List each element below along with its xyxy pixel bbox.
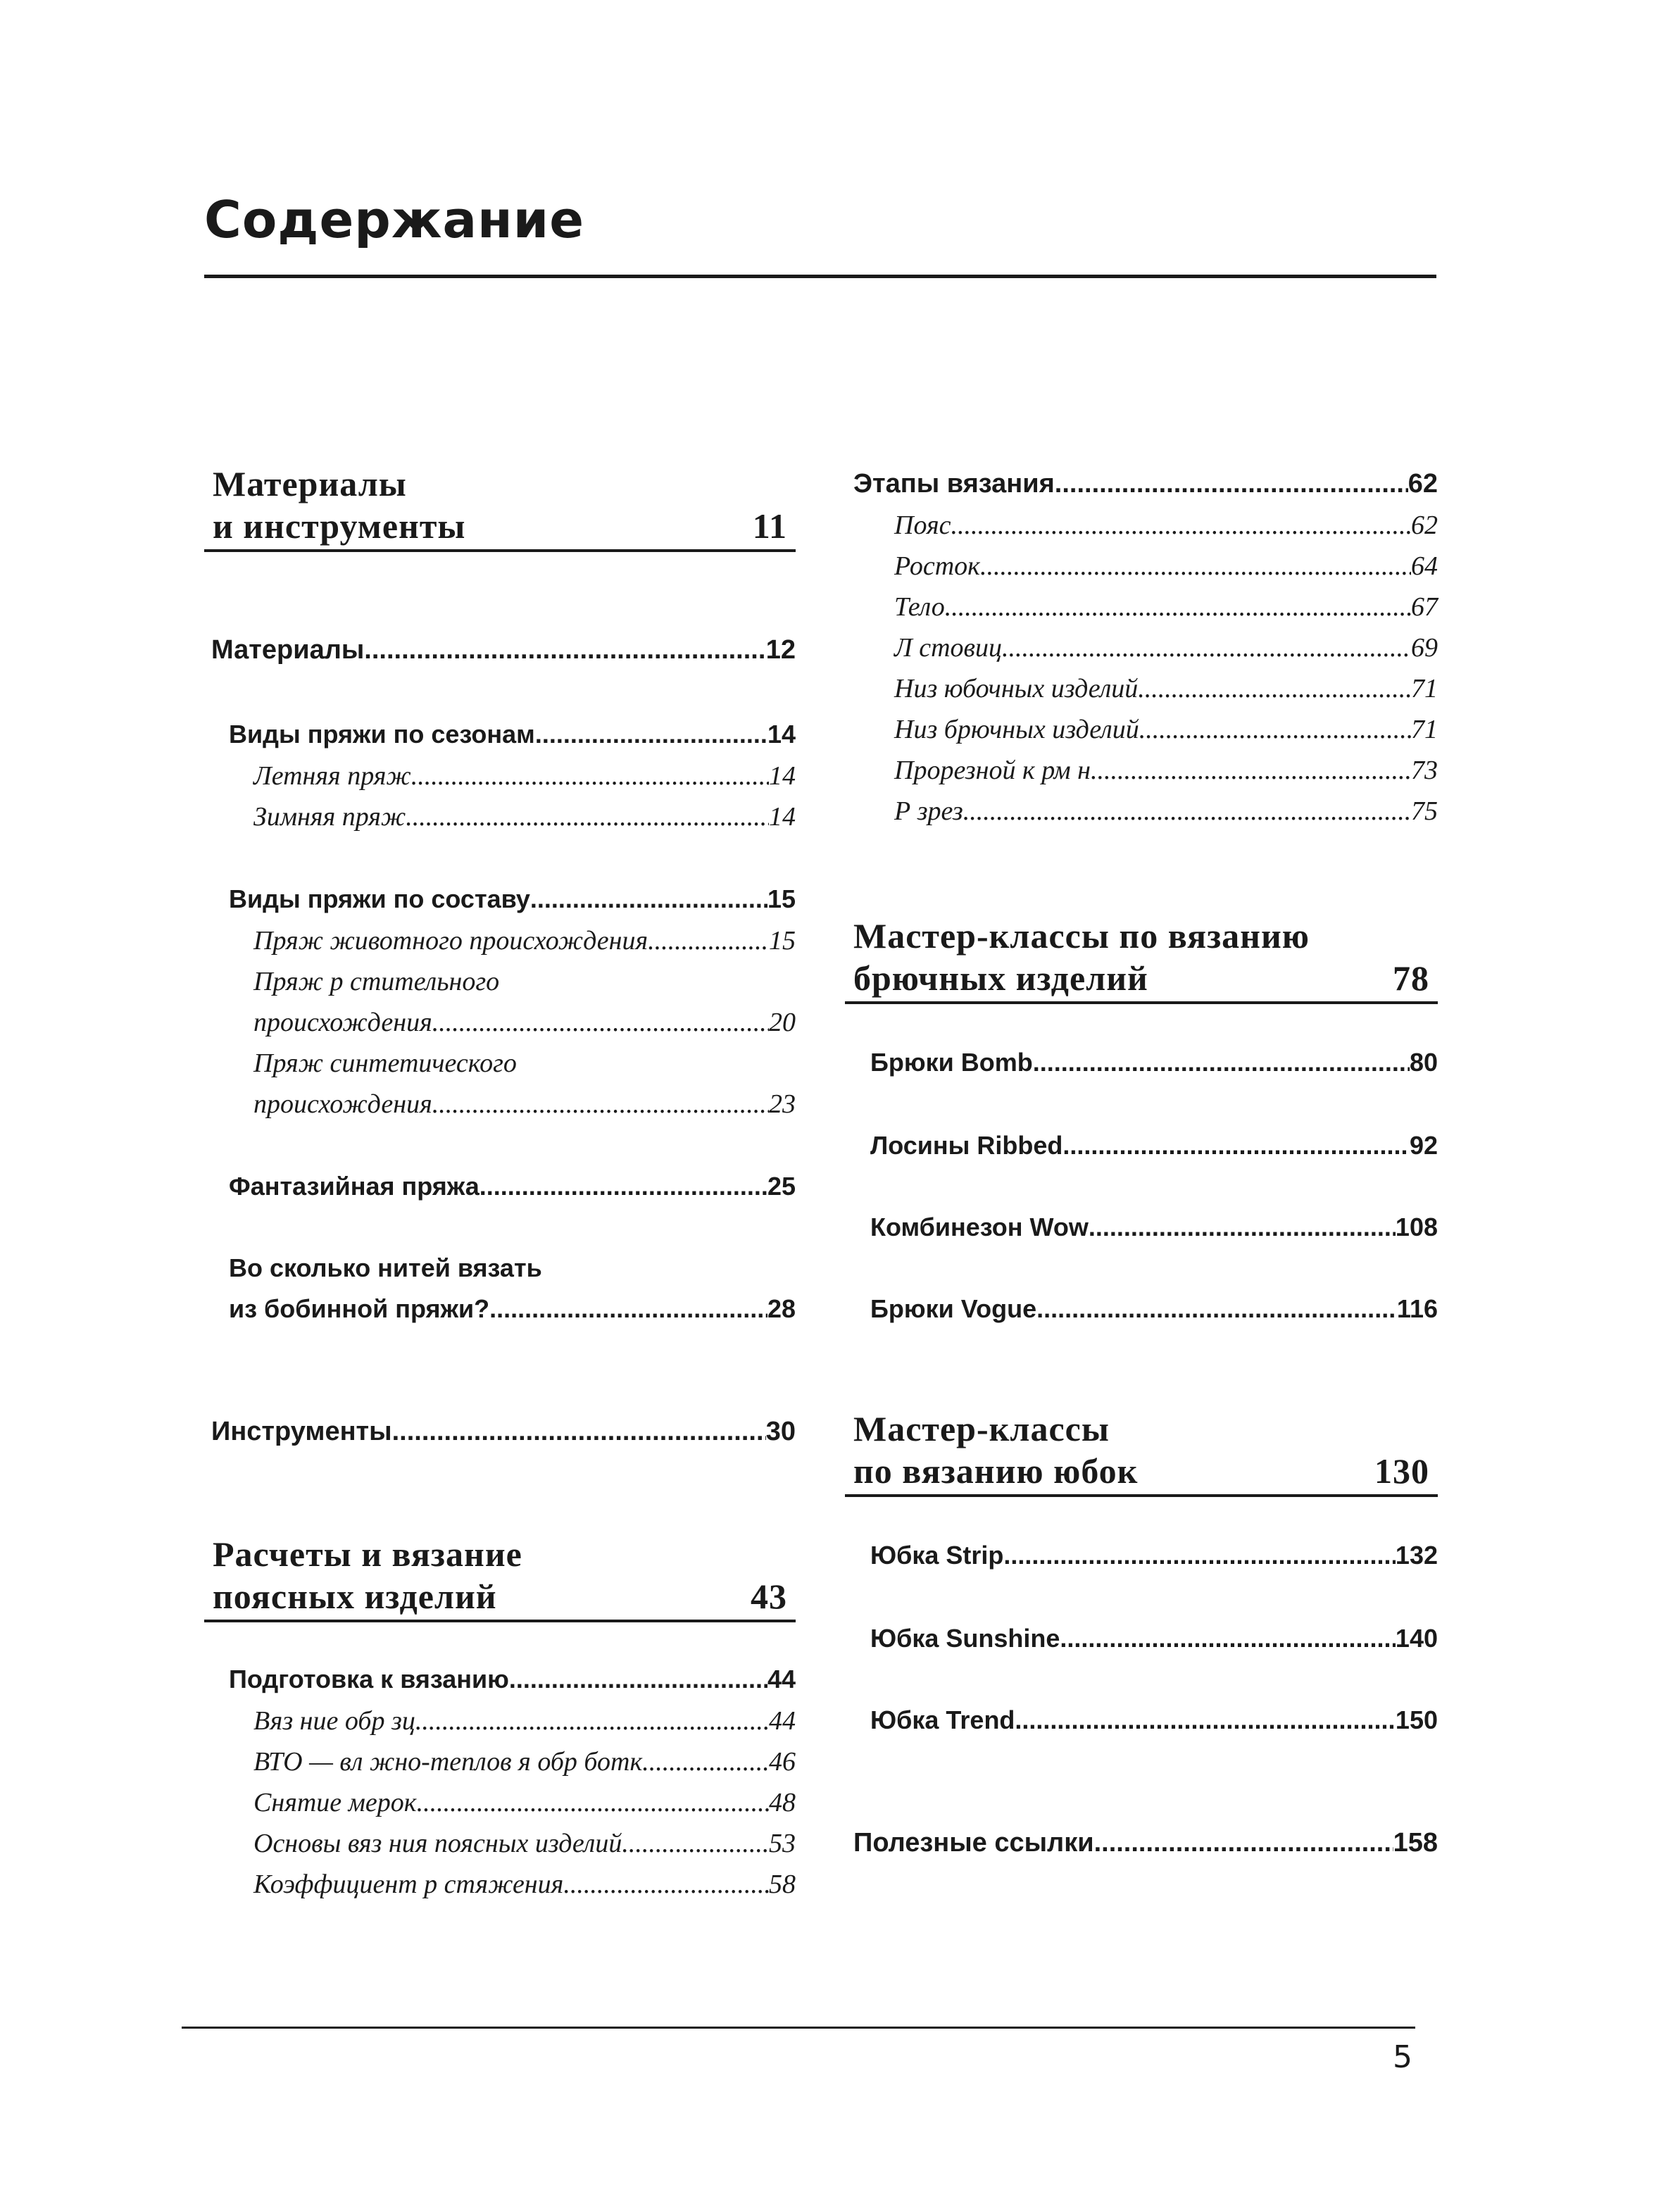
dot-leader — [1036, 1294, 1397, 1324]
dot-leader — [1003, 1541, 1396, 1570]
dot-leader — [364, 635, 765, 665]
dot-leader — [1094, 1828, 1393, 1858]
toc-entry-yarn-by-composition[interactable] — [229, 884, 796, 914]
dot-leader — [963, 796, 1411, 827]
toc-entry-fancy-yarn[interactable] — [229, 1172, 796, 1201]
toc-entry-page: 20 — [769, 1008, 796, 1037]
toc-entry-title: из бобинной пряжи? — [229, 1294, 490, 1323]
dot-leader — [530, 884, 767, 914]
toc-entry-page: 14 — [769, 802, 796, 832]
toc-entry-slit[interactable] — [894, 796, 1438, 827]
section-skirts-masterclasses[interactable] — [845, 1408, 1438, 1500]
toc-entry-title: Пояс — [894, 511, 951, 540]
toc-entry-preparation[interactable] — [229, 1665, 796, 1694]
page-number: 5 — [1393, 2039, 1412, 2075]
toc-entry-title: Коэффициент р стяжения — [253, 1870, 564, 1899]
toc-entry-title: Материалы — [211, 635, 365, 665]
toc-entry-page: 62 — [1411, 511, 1438, 540]
dot-leader — [1060, 1624, 1396, 1653]
toc-entry-page: 108 — [1395, 1213, 1438, 1241]
toc-entry-page: 12 — [765, 635, 796, 665]
toc-entry-belt[interactable] — [894, 510, 1438, 541]
toc-entry-title: Пряж животного происхождения — [253, 926, 648, 956]
dot-leader — [1091, 755, 1411, 786]
section-page: 11 — [752, 506, 787, 546]
toc-entry-synthetic-yarn-line1[interactable]: Пряж синтетического — [253, 1048, 517, 1078]
dot-leader — [1062, 1131, 1410, 1160]
toc-entry-page: 140 — [1395, 1624, 1438, 1653]
toc-entry-wet-heat[interactable] — [253, 1746, 796, 1777]
section-rule — [204, 549, 796, 552]
toc-entry-gusset[interactable] — [894, 632, 1438, 663]
toc-entry-body[interactable] — [894, 591, 1438, 622]
toc-entry-page: 30 — [765, 1417, 796, 1446]
toc-entry-title: Инструменты — [211, 1417, 392, 1446]
toc-entry-page: 69 — [1411, 633, 1438, 663]
dot-leader — [392, 1417, 766, 1447]
toc-entry-title: Комбинезон Wow — [870, 1213, 1089, 1241]
toc-entry-page: 44 — [769, 1706, 796, 1736]
dot-leader — [1033, 1048, 1410, 1077]
dot-leader — [1055, 469, 1408, 499]
dot-leader — [1139, 714, 1411, 745]
toc-entry-title: происхождения — [253, 1089, 432, 1119]
toc-entry-page: 64 — [1411, 551, 1438, 581]
section-page: 78 — [1393, 958, 1429, 998]
toc-entry-page: 150 — [1395, 1705, 1438, 1734]
dot-leader — [1138, 673, 1411, 704]
toc-entry-animal-yarn[interactable] — [253, 925, 796, 956]
toc-entry-title: происхождения — [253, 1008, 432, 1037]
toc-entry-strip[interactable] — [870, 1541, 1438, 1570]
section-rule — [204, 1620, 796, 1622]
toc-entry-yarn-by-season[interactable] — [229, 720, 796, 749]
toc-entry-title: Основы вяз ния поясных изделий — [253, 1829, 622, 1858]
toc-entry-page: 132 — [1395, 1541, 1438, 1570]
toc-entry-shrink[interactable] — [253, 1869, 796, 1900]
toc-entry-sample[interactable] — [253, 1705, 796, 1736]
toc-entry-title: Прорезной к рм н — [894, 756, 1091, 785]
section-rule — [845, 1494, 1438, 1497]
toc-entry-title: Л стовиц — [894, 633, 1003, 663]
dot-leader — [563, 1869, 769, 1900]
toc-entry-page: 48 — [769, 1788, 796, 1817]
toc-entry-page: 44 — [767, 1665, 796, 1693]
dot-leader — [980, 551, 1411, 582]
toc-entry-synthetic-yarn[interactable] — [253, 1089, 796, 1120]
dot-leader — [411, 760, 769, 791]
toc-entry-title: Виды пряжи по сезонам — [229, 720, 535, 749]
section-page: 43 — [751, 1577, 787, 1616]
dot-leader — [1015, 1705, 1396, 1735]
toc-entry-page: 58 — [769, 1870, 796, 1899]
section-rule — [845, 1001, 1438, 1004]
toc-entry-rise[interactable] — [894, 551, 1438, 582]
toc-entry-skirt-hem[interactable] — [894, 673, 1438, 704]
dot-leader — [951, 510, 1411, 541]
section-calculations[interactable] — [204, 1534, 796, 1625]
dot-leader — [535, 720, 767, 749]
toc-entry-bomb[interactable] — [870, 1048, 1438, 1077]
toc-entry-page: 25 — [767, 1172, 796, 1201]
dot-leader — [417, 1787, 769, 1818]
footer-rule — [182, 2027, 1415, 2029]
toc-entry-page: 75 — [1411, 796, 1438, 826]
toc-entry-title: Летняя пряж — [253, 761, 411, 791]
toc-entry-title: Тело — [894, 592, 945, 622]
toc-entry-title: Виды пряжи по составу — [229, 884, 530, 913]
toc-entry-title: Р зрез — [894, 796, 963, 826]
toc-entry-trend[interactable] — [870, 1705, 1438, 1735]
toc-entry-page: 15 — [769, 926, 796, 956]
toc-entry-title: Этапы вязания — [853, 469, 1055, 499]
toc-entry-title: Брюки Vogue — [870, 1294, 1037, 1323]
toc-entry-title: Низ брючных изделий — [894, 715, 1139, 744]
dot-leader — [479, 1172, 767, 1201]
toc-entry-sunshine[interactable] — [870, 1624, 1438, 1653]
section-materials-tools[interactable] — [204, 463, 796, 555]
toc-entry-title: Полезные ссылки — [853, 1828, 1094, 1858]
toc-entry-page: 14 — [769, 761, 796, 791]
toc-entry-page: 23 — [769, 1089, 796, 1119]
toc-entry-ribbed[interactable] — [870, 1131, 1438, 1160]
title-rule — [204, 275, 1436, 278]
page-title: Содержание — [204, 190, 585, 249]
toc-entry-title: Вяз ние обр зц — [253, 1706, 415, 1736]
dot-leader — [406, 801, 769, 832]
toc-entry-title: Снятие мерок — [253, 1788, 417, 1817]
toc-entry-page: 28 — [767, 1294, 796, 1323]
toc-entry-page: 71 — [1411, 674, 1438, 703]
toc-entry-trousers-hem[interactable] — [894, 714, 1438, 745]
toc-entry-stages[interactable] — [853, 469, 1438, 499]
toc-entry-threads-line1[interactable]: Во сколько нитей вязать — [229, 1253, 542, 1282]
toc-entry-page: 73 — [1411, 756, 1438, 785]
toc-entry-slit-pocket[interactable] — [894, 755, 1438, 786]
toc-entry-plant-yarn[interactable] — [253, 1007, 796, 1038]
toc-entry-page: 53 — [769, 1829, 796, 1858]
section-page: 130 — [1374, 1451, 1429, 1491]
toc-entry-summer-yarn[interactable] — [253, 760, 796, 791]
toc-entry-page: 14 — [767, 720, 796, 749]
section-title-line1: Мастер-классы по вязанию — [853, 916, 1310, 956]
dot-leader — [945, 591, 1411, 622]
toc-entry-page: 92 — [1409, 1131, 1438, 1160]
toc-entry-vogue[interactable] — [870, 1294, 1438, 1324]
toc-entry-materials[interactable] — [211, 635, 796, 665]
toc-entry-title: Фантазийная пряжа — [229, 1172, 479, 1201]
toc-entry-title: ВТО — вл жно-теплов я обр ботк — [253, 1747, 643, 1777]
toc-entry-plant-yarn-line1[interactable]: Пряж р стительного — [253, 967, 500, 996]
toc-entry-title: Зимняя пряж — [253, 802, 406, 832]
section-trousers-masterclasses[interactable] — [845, 915, 1438, 1007]
section-title-line1: Мастер-классы — [853, 1409, 1110, 1448]
dot-leader — [648, 925, 769, 956]
toc-entry-title: Низ юбочных изделий — [894, 674, 1139, 703]
toc-entry-title: Подготовка к вязанию — [229, 1665, 509, 1693]
dot-leader — [1002, 632, 1411, 663]
section-title-line1: Материалы — [213, 464, 407, 503]
dot-leader — [432, 1089, 769, 1120]
toc-entry-title: Юбка Strip — [870, 1541, 1004, 1570]
toc-entry-title: Росток — [894, 551, 980, 581]
toc-entry-page: 116 — [1396, 1294, 1438, 1323]
toc-entry-basics[interactable] — [253, 1828, 796, 1859]
toc-entry-page: 67 — [1411, 592, 1438, 622]
toc-entry-useful-links[interactable] — [853, 1828, 1438, 1858]
dot-leader — [1089, 1213, 1396, 1242]
toc-entry-measurements[interactable] — [253, 1787, 796, 1818]
dot-leader — [642, 1746, 769, 1777]
dot-leader — [415, 1705, 769, 1736]
toc-entry-title: Юбка Sunshine — [870, 1624, 1060, 1653]
dot-leader — [509, 1665, 767, 1694]
toc-entry-wow[interactable] — [870, 1213, 1438, 1242]
toc-entry-title: Юбка Trend — [870, 1705, 1015, 1734]
toc-entry-tools[interactable] — [211, 1417, 796, 1447]
toc-entry-title: Лосины Ribbed — [870, 1131, 1063, 1160]
toc-entry-page: 46 — [769, 1747, 796, 1777]
toc-entry-title: Брюки Bomb — [870, 1048, 1033, 1077]
section-title-line2: брючных изделий — [853, 958, 1148, 998]
section-title-line2: по вязанию юбок — [853, 1451, 1139, 1491]
toc-entry-page: 71 — [1411, 715, 1438, 744]
toc-entry-page: 158 — [1393, 1828, 1438, 1858]
section-title-line1: Расчеты и вязание — [213, 1534, 522, 1574]
section-title-line2: поясных изделий — [213, 1577, 497, 1616]
toc-entry-winter-yarn[interactable] — [253, 801, 796, 832]
toc-entry-page: 15 — [767, 884, 796, 913]
toc-entry-page: 62 — [1408, 469, 1438, 499]
dot-leader — [432, 1007, 769, 1038]
toc-entry-page: 80 — [1409, 1048, 1438, 1077]
section-title-line2: и инструменты — [213, 506, 466, 546]
dot-leader — [489, 1294, 767, 1324]
dot-leader — [622, 1828, 769, 1859]
toc-entry-threads[interactable] — [229, 1294, 796, 1324]
